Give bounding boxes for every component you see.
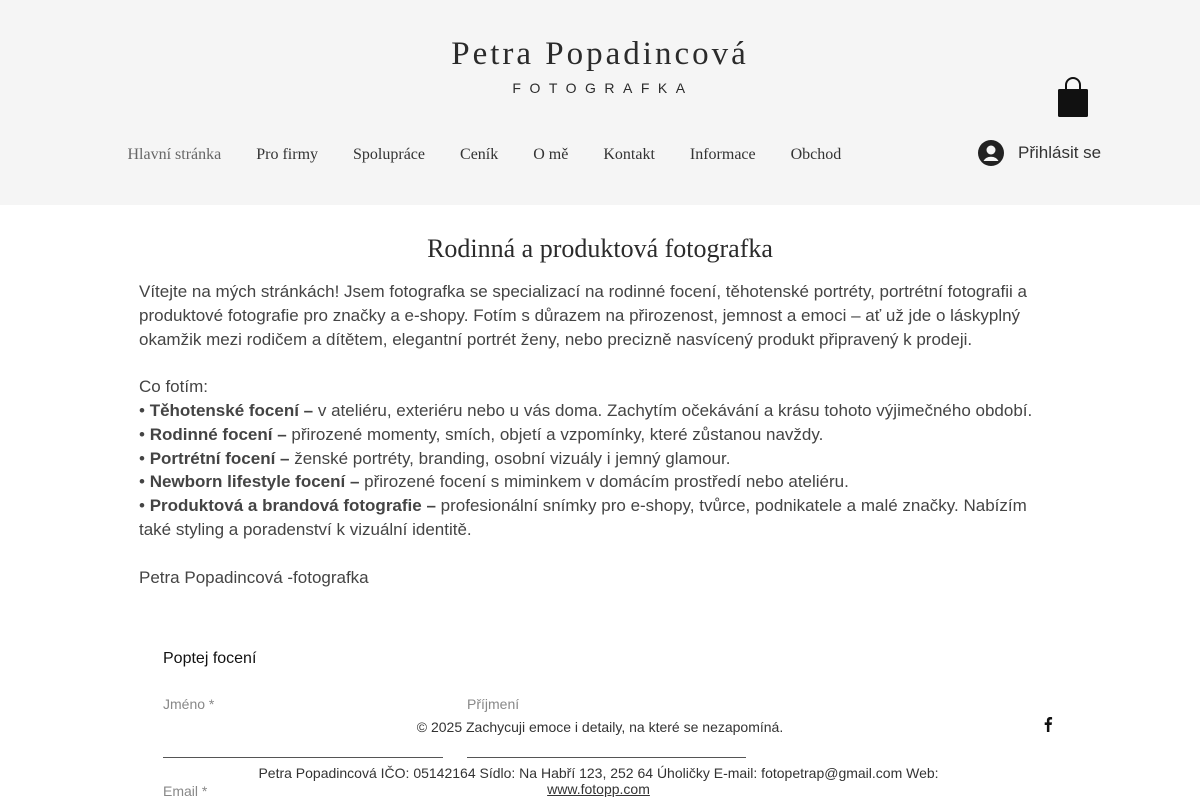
nav-item-collaboration[interactable]: Spolupráce (353, 146, 426, 163)
service-item: • Produktová a brandová fotografie – profesionální snímky pro e-shopy, tvůrce, podnikatele a malé značky. Nabízím také styling a poradenství k vizuální identitě. (139, 496, 1027, 539)
login-label: Přihlásit se (1018, 143, 1102, 162)
site-header (0, 0, 1200, 205)
user-avatar-icon (978, 140, 1004, 166)
nav-item-shop[interactable]: Obchod (790, 146, 842, 163)
services-heading: Co fotím: (139, 377, 208, 397)
email-label: Email * (163, 783, 208, 799)
main-navigation (110, 144, 859, 166)
service-desc: přirozené focení s miminkem v domácím prostředí nebo ateliéru. (359, 472, 849, 492)
last-name-label: Příjmení (467, 696, 520, 712)
service-name: Rodinné focení – (149, 424, 287, 444)
nav-item-about[interactable]: O mě (533, 146, 569, 163)
service-name: Newborn lifestyle focení – (149, 472, 360, 492)
nav-item-information[interactable]: Informace (689, 146, 756, 163)
nav-item-pricing[interactable]: Ceník (460, 146, 499, 163)
footer-company-info: Petra Popadincová IČO: 05142164 Sídlo: Na Habří 123, 252 64 Úholičky E-mail: fotopetrap@gmail.com Web: (258, 765, 939, 781)
first-name-input[interactable] (163, 734, 447, 758)
service-item: • Newborn lifestyle focení – přirozené focení s miminkem v domácím prostředí nebo ateliéru. (139, 472, 849, 492)
service-name: Produktová a brandová fotografie – (149, 496, 436, 516)
website-link[interactable]: www.fotopp.com (547, 781, 650, 797)
service-desc: profesionální snímky pro e-shopy, tvůrce, podnikatele a malé značky. Nabízím také styling a poradenství k vizuální identitě. (139, 496, 1027, 539)
page-title: Rodinná a produktová fotografka (427, 234, 773, 263)
nav-item-contact[interactable]: Kontakt (603, 146, 655, 163)
login-button[interactable] (978, 139, 1101, 167)
footer-web (0, 781, 1197, 797)
intro-paragraph: Vítejte na mých stránkách! Jsem fotografka se specializací na rodinné focení, těhotenské portréty, portrétní fotografii a produktové fotografie pro značky a e-shopy. Fotím s důrazem na přirozenost, jemnost a emoci – ať už jde o láskyplný okamžik mezi rodičem a dítětem, elegantní portrét ženy, nebo precizně nasvícený produkt připravený k prodeji. (139, 282, 1027, 349)
last-name-underline (467, 757, 746, 758)
service-name: Portrétní focení – (149, 448, 290, 468)
nav-item-home[interactable]: Hlavní stránka (127, 146, 222, 163)
service-item: • Rodinné focení – přirozené momenty, smích, objetí a vzpomínky, které zůstanou navždy. (139, 424, 824, 444)
service-desc: ženské portréty, branding, osobní vizuály i jemný glamour. (289, 448, 731, 468)
footer-copyright: © 2025 Zachycuji emoce i detaily, na které se nezapomíná. (416, 719, 784, 735)
signature: Petra Popadincová -fotografka (139, 567, 369, 587)
service-item: • Portrétní focení – ženské portréty, branding, osobní vizuály i jemný glamour. (139, 448, 731, 468)
service-item: • Těhotenské focení – v ateliéru, exteriéru nebo u vás doma. Zachytím očekávání a krásu tohoto výjimečného období. (139, 400, 1033, 420)
nav-item-for-companies[interactable]: Pro firmy (256, 146, 319, 163)
service-name: Těhotenské focení – (149, 400, 314, 420)
site-subtitle: FOTOGRAFKA (512, 80, 694, 96)
shopping-bag-icon[interactable] (1056, 76, 1090, 118)
site-title[interactable]: Petra Popadincová (451, 36, 749, 72)
first-name-underline (163, 757, 443, 758)
service-desc: v ateliéru, exteriéru nebo u vás doma. Zachytím očekávání a krásu tohoto výjimečného období. (313, 400, 1033, 420)
service-desc: přirozené momenty, smích, objetí a vzpomínky, které zůstanou navždy. (286, 424, 824, 444)
last-name-input[interactable] (467, 734, 750, 758)
form-title: Poptej focení (163, 650, 257, 667)
first-name-label: Jméno * (163, 696, 215, 712)
facebook-icon[interactable] (1041, 716, 1055, 732)
intro-content (139, 280, 1044, 589)
